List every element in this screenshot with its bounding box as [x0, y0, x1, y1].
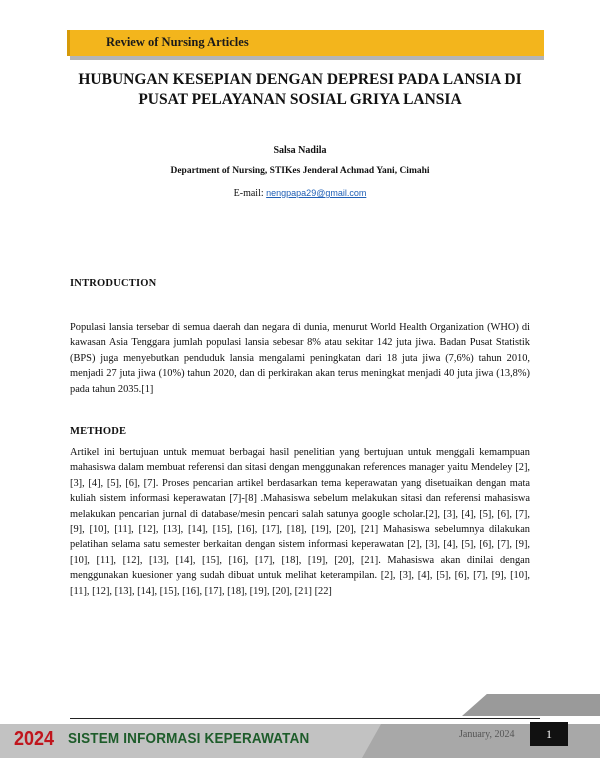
article-title: HUBUNGAN KESEPIAN DENGAN DEPRESI PADA LANSIA DI PUSAT PELAYANAN SOSIAL GRIYA LANSIA: [78, 71, 522, 108]
introduction-heading: INTRODUCTION: [70, 278, 157, 289]
author-affiliation: Department of Nursing, STIKes Jenderal Achmad Yani, Cimahi: [170, 166, 430, 176]
footer-year: 2024: [14, 728, 55, 750]
author-name: Salsa Nadila: [273, 145, 327, 156]
header-label: Review of Nursing Articles: [106, 35, 249, 49]
page-number: 1: [546, 727, 552, 741]
footer-date: January, 2024: [459, 729, 515, 740]
header-bar: [67, 30, 544, 56]
page-number-box: [530, 722, 568, 746]
methode-paragraph: Artikel ini bertujuan untuk memuat berbagai hasil penelitian yang bertujuan untuk menggali kemampuan mahasiswa dalam membuat referensi dan sitasi dengan menggunakan references manager yaitu Mendeley [2], [3], [4], [5], [6], [7]. Proses pencarian artikel berdasarkan tema keperawatan yang disetuaikan dengan mata kuliah sistem informasi keperawatan [7]-[8] .Mahasiswa sebelum melakukan sitasi dan referensi mahasiswa melakukan pencarian jurnal di database/mesin pencari salah satunya google scholar.[2], [3], [4], [5], [6], [7], [9], [10], [11], [12], [13], [14], [15], [16], [17], [18], [19], [20], [21] Mahasiswa sebelumnya dilakukan pelatihan selama satu semester berkaitan dengan sistem informasi keperawatan [2], [3], [4], [5], [6], [7], [9], [10], [11], [12], [13], [14], [15], [16], [17], [18], [19], [20], [21]. Mahasiswa akan dinilai dengan menggunakan kuesioner yang sudah dibuat untuk melihat keterampilan. [2], [3], [4], [5], [6], [7], [9], [10], [11], [12], [13], [14], [15], [16], [17], [18], [19], [20], [21] [22]: [70, 447, 530, 597]
introduction-paragraph: Populasi lansia tersebar di semua daerah dan negara di dunia, menurut World Health Organization (WHO) di kawasan Asia Tenggara jumlah populasi lansia sebesar 8% atau sekitar 142 juta jiwa. Badan Pusat Statistik (BPS) juga menyebutkan penduduk lansia mengalami peningkatan dari 18 juta jiwa (7,6%) tahun 2010, menjadi 27 juta jiwa (10%) tahun 2020, dan di perkirakan akan terus meningkat menjadi 40 juta jiwa (13,8%) pada tahun 2035.[1]: [70, 322, 530, 395]
email-label: E-mail:: [233, 188, 264, 199]
author-email: [0, 188, 600, 199]
methode-heading: METHODE: [70, 426, 127, 437]
footer-decoration-top: [462, 694, 600, 716]
footer-journal-name: SISTEM INFORMASI KEPERAWATAN: [68, 731, 310, 747]
footer-divider: [70, 718, 540, 719]
email-link[interactable]: nengpapa29@gmail.com: [266, 188, 367, 198]
